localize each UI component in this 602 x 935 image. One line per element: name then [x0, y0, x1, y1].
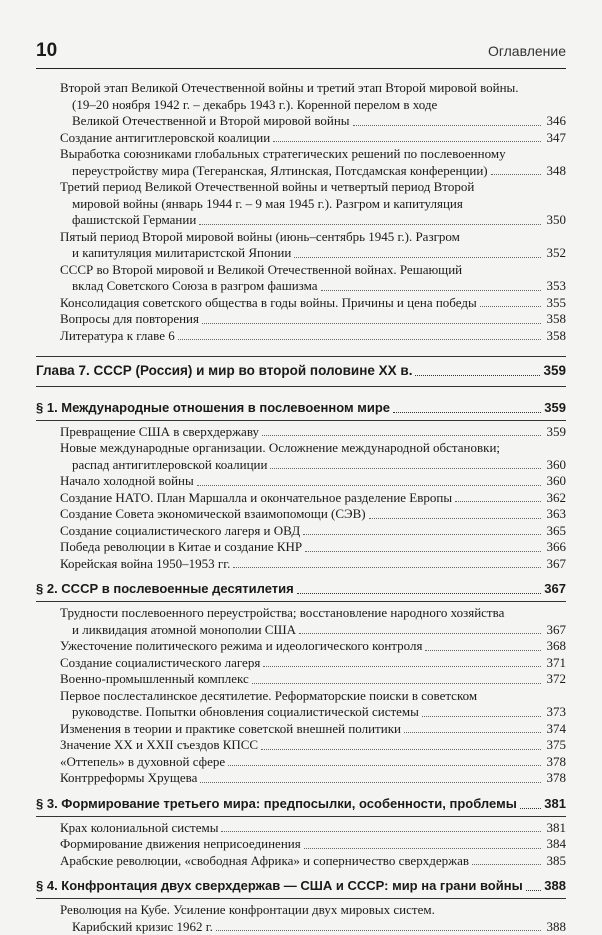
toc-entry-line — [60, 278, 566, 295]
toc-entry-line — [60, 638, 566, 655]
toc-page-number: 346 — [544, 113, 566, 130]
toc-entry-line — [60, 853, 566, 870]
toc-entry — [36, 523, 566, 540]
toc-entry-line — [60, 163, 566, 180]
toc-entry-text: Создание Совета экономической взаимопомощи (СЭВ) — [60, 506, 366, 523]
toc-page-number: 358 — [544, 311, 566, 328]
spacer — [36, 572, 566, 574]
toc-page-number: 363 — [544, 506, 566, 523]
toc-entry-line — [60, 523, 566, 540]
toc-page-number: 371 — [544, 655, 566, 672]
toc-page-number: 375 — [544, 737, 566, 754]
toc-entry-line — [60, 902, 566, 919]
toc-entry — [36, 737, 566, 754]
toc-entry — [36, 229, 566, 262]
toc-entry — [36, 311, 566, 328]
dot-leader — [216, 930, 541, 931]
toc-entry — [36, 770, 566, 787]
dot-leader — [369, 518, 541, 519]
toc-entry-text: Корейская война 1950–1953 гг. — [60, 556, 230, 573]
toc-page-number: 358 — [544, 328, 566, 345]
toc-entry-line — [60, 556, 566, 573]
page-header — [36, 38, 566, 69]
toc-entry — [36, 539, 566, 556]
chapter-page-number: 359 — [543, 363, 566, 380]
toc-page-number: 367 — [544, 622, 566, 639]
toc-entry-text: Изменения в теории и практике советской внешней политики — [60, 721, 401, 738]
toc-entry-line — [60, 820, 566, 837]
toc-entry-text: переустройству мира (Тегеранская, Ялтинская, Потсдамская конференции) — [72, 163, 488, 180]
toc-page-number: 366 — [544, 539, 566, 556]
toc-entry-line — [60, 229, 566, 246]
toc-page-number: 365 — [544, 523, 566, 540]
toc-page-number: 378 — [544, 770, 566, 787]
dot-leader — [415, 375, 540, 376]
section-heading — [36, 877, 566, 899]
toc-entry-line — [60, 655, 566, 672]
dot-leader — [393, 412, 541, 413]
dot-leader — [252, 683, 541, 684]
dot-leader — [455, 501, 541, 502]
toc-entry — [36, 638, 566, 655]
toc-entry-line — [60, 80, 566, 97]
toc-entry-line — [60, 130, 566, 147]
toc-page-number: 378 — [544, 754, 566, 771]
dot-leader — [472, 864, 541, 865]
toc-entry-text: Превращение США в сверхдержаву — [60, 424, 259, 441]
toc-entry-text: мировой войны (январь 1944 г. – 9 мая 1945 г.). Разгром и капитуляция — [72, 196, 463, 213]
toc-entry-line — [60, 539, 566, 556]
toc-entry — [36, 671, 566, 688]
page-number: 10 — [36, 40, 57, 62]
toc-entry — [36, 754, 566, 771]
dot-leader — [200, 782, 541, 783]
toc-entry-line — [60, 245, 566, 262]
section-line — [36, 399, 566, 417]
toc-entry-line — [60, 295, 566, 312]
toc-entry-line — [60, 146, 566, 163]
toc-entry-text: Новые международные организации. Осложнение международной обстановки; — [60, 440, 500, 457]
toc-entry-line — [60, 440, 566, 457]
toc-page-number: 367 — [544, 556, 566, 573]
spacer — [36, 787, 566, 789]
toc-page-number: 362 — [544, 490, 566, 507]
dot-leader — [305, 551, 541, 552]
toc-entry-line — [60, 836, 566, 853]
toc-entry-text: Литература к главе 6 — [60, 328, 175, 345]
running-head: Оглавление — [488, 43, 566, 59]
toc-entry-text: Третий период Великой Отечественной войны и четвертый период Второй — [60, 179, 474, 196]
toc-page-number: 384 — [544, 836, 566, 853]
section-heading — [36, 399, 566, 421]
toc-entry-line — [60, 262, 566, 279]
toc-entry-line — [60, 196, 566, 213]
toc-page-number: 373 — [544, 704, 566, 721]
dot-leader — [197, 485, 541, 486]
toc-entry-text: Победа революции в Китае и создание КНР — [60, 539, 302, 556]
dot-leader — [178, 339, 541, 340]
section-heading — [36, 580, 566, 602]
toc-entry-line — [60, 179, 566, 196]
toc-entry-text: Первое послесталинское десятилетие. Реформаторские поиски в советском — [60, 688, 477, 705]
toc-entry-text: Второй этап Великой Отечественной войны и третий этап Второй мировой войны. — [60, 80, 519, 97]
chapter-title: Глава 7. СССР (Россия) и мир во второй половине XX в. — [36, 363, 412, 380]
toc-entry-text: Военно-промышленный комплекс — [60, 671, 249, 688]
toc-entry-line — [60, 328, 566, 345]
toc-entry — [36, 556, 566, 573]
toc-entry — [36, 506, 566, 523]
toc-entry — [36, 836, 566, 853]
toc-entry-text: Пятый период Второй мировой войны (июнь–сентябрь 1945 г.). Разгром — [60, 229, 460, 246]
dot-leader — [233, 567, 541, 568]
toc-entry — [36, 424, 566, 441]
toc-page-number: 374 — [544, 721, 566, 738]
toc-entry-text: Создание социалистического лагеря и ОВД — [60, 523, 300, 540]
section-page-number: 359 — [544, 399, 566, 417]
toc-entry — [36, 605, 566, 638]
toc-entry-line — [60, 97, 566, 114]
toc-entry — [36, 130, 566, 147]
section-heading — [36, 795, 566, 817]
dot-leader — [491, 174, 541, 175]
dot-leader — [273, 141, 541, 142]
toc-entry-line — [60, 490, 566, 507]
section-line — [36, 580, 566, 598]
toc-entry-text: Значение XX и XXII съездов КПСС — [60, 737, 258, 754]
toc-entry-text: Карибский кризис 1962 г. — [72, 919, 213, 935]
toc-entry-line — [60, 770, 566, 787]
dot-leader — [294, 257, 541, 258]
dot-leader — [425, 650, 541, 651]
toc-page-number: 360 — [544, 473, 566, 490]
toc-page-number: 352 — [544, 245, 566, 262]
toc-entry — [36, 820, 566, 837]
toc-entry-line — [60, 622, 566, 639]
toc-entry-text: СССР во Второй мировой и Великой Отечественной войнах. Решающий — [60, 262, 462, 279]
toc-entry-line — [60, 113, 566, 130]
section-title: § 2. СССР в послевоенные десятилетия — [36, 580, 294, 598]
toc-entry-text: и ликвидация атомной монополии США — [72, 622, 296, 639]
dot-leader — [263, 666, 541, 667]
dot-leader — [299, 633, 541, 634]
dot-leader — [228, 765, 541, 766]
toc-entry-text: Создание НАТО. План Маршалла и окончательное разделение Европы — [60, 490, 452, 507]
dot-leader — [221, 831, 541, 832]
dot-leader — [303, 534, 541, 535]
toc-page-number: 353 — [544, 278, 566, 295]
toc-entry — [36, 721, 566, 738]
toc-entry — [36, 262, 566, 295]
dot-leader — [353, 125, 541, 126]
dot-leader — [261, 749, 541, 750]
section-title: § 4. Конфронтация двух сверхдержав — США и СССР: мир на грани войны — [36, 877, 523, 895]
toc-entry-line — [60, 605, 566, 622]
toc-entry-text: Формирование движения неприсоединения — [60, 836, 301, 853]
section-line — [36, 877, 566, 895]
dot-leader — [199, 224, 541, 225]
toc-entry-text: Великой Отечественной и Второй мировой войны — [72, 113, 350, 130]
toc-entry-text: Революция на Кубе. Усиление конфронтации двух мировых систем. — [60, 902, 435, 919]
toc-entry-line — [60, 212, 566, 229]
toc-entry-text: Вопросы для повторения — [60, 311, 199, 328]
toc-entry-line — [60, 688, 566, 705]
toc-entry — [36, 902, 566, 935]
toc-entry-text: фашистской Германии — [72, 212, 196, 229]
toc-entry-text: Создание социалистического лагеря — [60, 655, 260, 672]
toc-entry — [36, 328, 566, 345]
toc-entry-line — [60, 721, 566, 738]
toc-entry-text: вклад Советского Союза в разгром фашизма — [72, 278, 318, 295]
dot-leader — [520, 808, 541, 809]
toc-entry-text: руководстве. Попытки обновления социалистической системы — [72, 704, 419, 721]
toc-entry-line — [60, 737, 566, 754]
toc-entry-text: (19–20 ноября 1942 г. – декабрь 1943 г.). Коренной перелом в ходе — [72, 97, 437, 114]
toc-page-number: 368 — [544, 638, 566, 655]
dot-leader — [526, 890, 541, 891]
toc-entry — [36, 295, 566, 312]
toc-entry — [36, 490, 566, 507]
dot-leader — [262, 435, 541, 436]
toc-page-number: 355 — [544, 295, 566, 312]
toc-entry-line — [60, 671, 566, 688]
toc-entry — [36, 146, 566, 179]
table-of-contents — [36, 80, 566, 935]
toc-entry-line — [60, 424, 566, 441]
dot-leader — [304, 848, 541, 849]
toc-page-number: 372 — [544, 671, 566, 688]
toc-entry-text: Создание антигитлеровской коалиции — [60, 130, 270, 147]
chapter-line — [36, 363, 566, 380]
toc-page-number: 347 — [544, 130, 566, 147]
toc-entry-text: распад антигитлеровской коалиции — [72, 457, 267, 474]
toc-entry-text: Крах колониальной системы — [60, 820, 218, 837]
toc-entry — [36, 655, 566, 672]
toc-entry-line — [60, 473, 566, 490]
dot-leader — [422, 716, 541, 717]
toc-entry-line — [60, 457, 566, 474]
toc-page-number: 381 — [544, 820, 566, 837]
toc-entry-line — [60, 506, 566, 523]
toc-entry — [36, 688, 566, 721]
toc-entry-text: Консолидация советского общества в годы войны. Причины и цена победы — [60, 295, 477, 312]
toc-entry — [36, 853, 566, 870]
spacer — [36, 387, 566, 393]
dot-leader — [404, 732, 541, 733]
toc-entry-line — [60, 754, 566, 771]
toc-entry-text: и капитуляция милитаристской Японии — [72, 245, 291, 262]
section-page-number: 367 — [544, 580, 566, 598]
toc-page-number: 350 — [544, 212, 566, 229]
toc-entry — [36, 179, 566, 229]
toc-page-number: 388 — [544, 919, 566, 935]
spacer — [36, 869, 566, 871]
toc-entry-text: Выработка союзниками глобальных стратегических решений по послевоенному — [60, 146, 506, 163]
dot-leader — [270, 468, 541, 469]
toc-entry-text: Контрреформы Хрущева — [60, 770, 197, 787]
section-title: § 3. Формирование третьего мира: предпосылки, особенности, проблемы — [36, 795, 517, 813]
dot-leader — [202, 323, 541, 324]
toc-page-number: 385 — [544, 853, 566, 870]
toc-entry-text: «Оттепель» в духовной сфере — [60, 754, 225, 771]
toc-entry-text: Начало холодной войны — [60, 473, 194, 490]
section-page-number: 388 — [544, 877, 566, 895]
toc-page-number: 359 — [544, 424, 566, 441]
dot-leader — [297, 593, 541, 594]
section-line — [36, 795, 566, 813]
toc-entry-text: Арабские революции, «свободная Африка» и соперничество сверхдержав — [60, 853, 469, 870]
toc-entry-line — [60, 704, 566, 721]
toc-entry — [36, 80, 566, 130]
chapter-heading — [36, 356, 566, 387]
toc-entry-text: Ужесточение политического режима и идеологического контроля — [60, 638, 422, 655]
section-title: § 1. Международные отношения в послевоенном мире — [36, 399, 390, 417]
toc-entry-line — [60, 919, 566, 935]
toc-entry-line — [60, 311, 566, 328]
toc-page-number: 348 — [544, 163, 566, 180]
section-page-number: 381 — [544, 795, 566, 813]
toc-entry — [36, 473, 566, 490]
toc-entry-text: Трудности послевоенного переустройства; восстановление народного хозяйства — [60, 605, 504, 622]
toc-page-number: 360 — [544, 457, 566, 474]
dot-leader — [321, 290, 541, 291]
dot-leader — [480, 306, 541, 307]
toc-entry — [36, 440, 566, 473]
